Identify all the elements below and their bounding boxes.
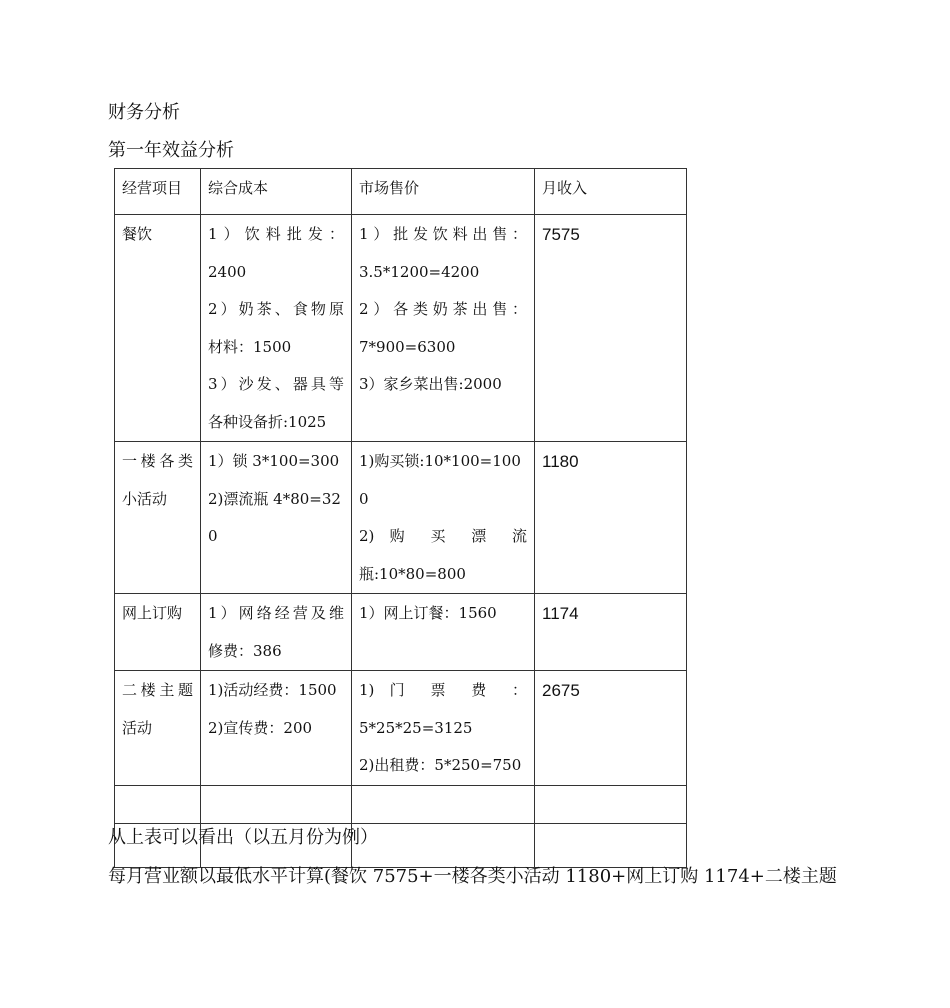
cost-cell xyxy=(201,215,352,442)
cell-line: 二楼主题 xyxy=(122,681,193,699)
cost-cell xyxy=(201,594,352,671)
cell-line: 2)宣传费：200 xyxy=(208,718,313,737)
cell-line: 3.5*1200=4200 xyxy=(359,262,480,281)
cell-line: 1）网络经营及维 xyxy=(208,604,344,622)
cell-line: 网上订购 xyxy=(122,604,183,622)
income-cell: 2675 xyxy=(535,671,687,786)
cell-line: 一楼各类 xyxy=(122,452,193,470)
cell-line: 活动 xyxy=(122,718,153,737)
cell-line: 2400 xyxy=(208,262,247,281)
table-row xyxy=(115,594,687,671)
table-header-row xyxy=(115,169,687,215)
revenue-paragraph: 每月营业额以最低水平计算(餐饮 7575+一楼各类小活动 1180+网上订购 1174+二楼主题 xyxy=(108,866,837,887)
table-row xyxy=(115,442,687,594)
cell-line: 材料：1500 xyxy=(208,337,292,356)
price-cell xyxy=(352,442,535,594)
cell-line: 1）饮料批发： xyxy=(208,225,344,243)
income-cell: 1174 xyxy=(535,594,687,671)
price-cell xyxy=(352,594,535,671)
header-cell: 月收入 xyxy=(535,169,687,215)
empty-cell xyxy=(201,785,352,823)
item-cell xyxy=(115,594,201,671)
empty-cell xyxy=(352,823,535,867)
cell-line: 1)活动经费：1500 xyxy=(208,681,337,699)
conclusion-paragraph: 从上表可以看出（以五月份为例） xyxy=(108,827,378,848)
cell-line: 2)漂流瓶 4*80=320 xyxy=(208,489,341,545)
table-row xyxy=(115,215,687,442)
cell-line: 1) 门 票 费 ： xyxy=(359,681,527,699)
empty-cell xyxy=(115,785,201,823)
cell-line: 餐饮 xyxy=(122,225,153,243)
item-cell xyxy=(115,215,201,442)
cost-cell xyxy=(201,442,352,594)
header-cell: 市场售价 xyxy=(352,169,535,215)
cell-line: 3）家乡菜出售:2000 xyxy=(359,375,502,393)
section-subheading: 第一年效益分析 xyxy=(108,140,234,161)
cost-cell xyxy=(201,671,352,786)
item-cell xyxy=(115,671,201,786)
header-cell: 综合成本 xyxy=(201,169,352,215)
empty-row xyxy=(115,785,687,823)
income-cell: 7575 xyxy=(535,215,687,442)
cell-line: 2) 购 买 漂 流 xyxy=(359,527,527,545)
cell-line: 3）沙发、器具等 xyxy=(208,375,344,393)
cell-line: 2）奶茶、食物原 xyxy=(208,300,344,318)
cell-line: 7*900=6300 xyxy=(359,337,456,356)
cell-line: 修费：386 xyxy=(208,641,282,660)
table-row xyxy=(115,671,687,786)
cell-line: 1）锁 3*100=300 xyxy=(208,452,340,470)
cell-line: 2）各类奶茶出售： xyxy=(359,300,527,318)
cell-line: 1）网上订餐：1560 xyxy=(359,604,497,622)
cell-line: 瓶:10*80=800 xyxy=(359,564,466,583)
price-cell xyxy=(352,671,535,786)
cell-line: 小活动 xyxy=(122,489,168,508)
income-cell: 1180 xyxy=(535,442,687,594)
cell-line: 5*25*25=3125 xyxy=(359,718,473,737)
cell-line: 1）批发饮料出售： xyxy=(359,225,527,243)
empty-cell xyxy=(535,823,687,867)
price-cell xyxy=(352,215,535,442)
cell-line: 2)出租费：5*250=750 xyxy=(359,756,522,774)
cell-line: 各种设备折:1025 xyxy=(208,412,327,431)
item-cell xyxy=(115,442,201,594)
cell-line: 1)购买锁:10*100=1000 xyxy=(359,452,521,508)
financial-table xyxy=(114,168,687,868)
section-heading: 财务分析 xyxy=(108,102,180,123)
empty-cell xyxy=(352,785,535,823)
header-cell: 经营项目 xyxy=(115,169,201,215)
empty-cell xyxy=(535,785,687,823)
